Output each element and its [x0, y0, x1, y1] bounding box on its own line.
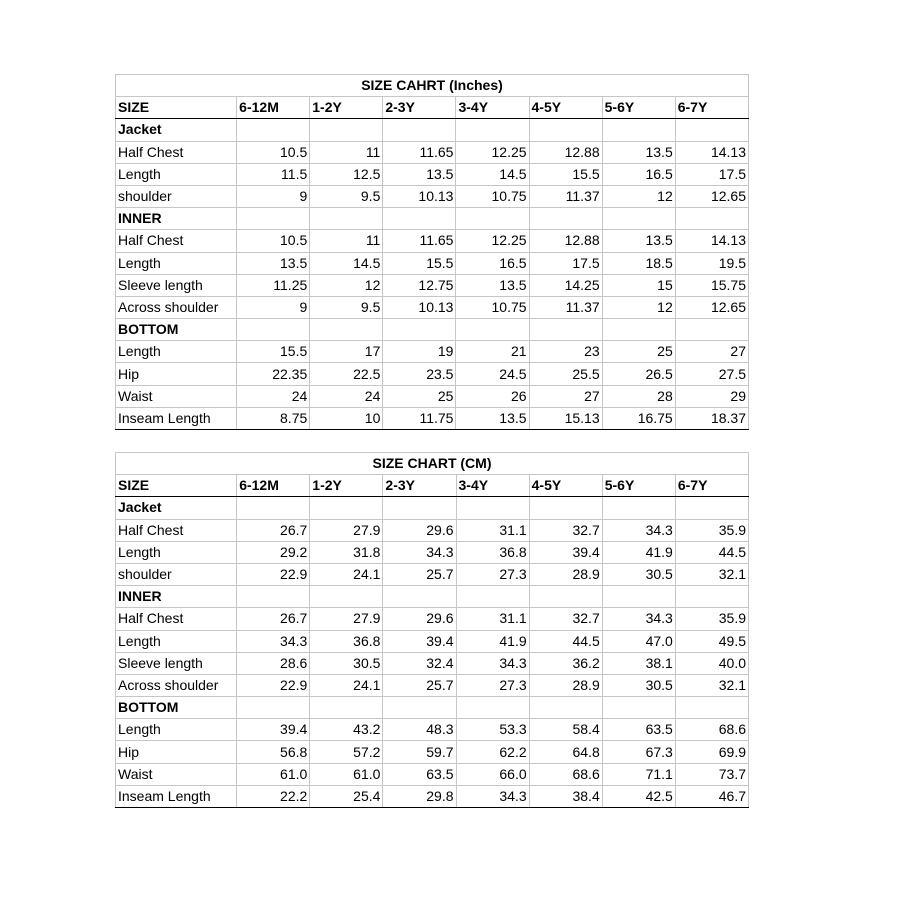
- measurement-value: 57.2: [310, 741, 383, 763]
- measurement-value: 15.5: [383, 252, 456, 274]
- size-column-header: 6-7Y: [675, 97, 748, 119]
- measurement-value: [383, 208, 456, 230]
- section-row: [116, 119, 749, 141]
- measurement-value: 68.6: [529, 763, 602, 785]
- size-column-header: 1-2Y: [310, 475, 383, 497]
- measurement-value: [675, 586, 748, 608]
- measurement-value: 11.65: [383, 230, 456, 252]
- size-header-label: SIZE: [116, 97, 237, 119]
- section-row: [116, 208, 749, 230]
- measurement-value: 14.13: [675, 141, 748, 163]
- measurement-value: 25.7: [383, 674, 456, 696]
- measurement-value: [383, 497, 456, 519]
- measurement-label: shoulder: [116, 185, 237, 207]
- section-label: Jacket: [116, 497, 237, 519]
- measurement-value: [529, 319, 602, 341]
- size-column-header: 4-5Y: [529, 97, 602, 119]
- measurement-value: [237, 208, 310, 230]
- measurement-value: 64.8: [529, 741, 602, 763]
- section-label: Jacket: [116, 119, 237, 141]
- size-column-header: 3-4Y: [456, 475, 529, 497]
- measurement-value: 24.1: [310, 563, 383, 585]
- measurement-value: 44.5: [529, 630, 602, 652]
- measurement-value: 25: [383, 385, 456, 407]
- table-row: [116, 141, 749, 163]
- measurement-value: [310, 586, 383, 608]
- chart-title-row: [116, 75, 749, 97]
- chart-title: SIZE CAHRT (Inches): [116, 75, 749, 97]
- measurement-value: [529, 208, 602, 230]
- measurement-value: 32.7: [529, 608, 602, 630]
- measurement-value: 11.25: [237, 274, 310, 296]
- measurement-value: [456, 586, 529, 608]
- measurement-value: 32.4: [383, 652, 456, 674]
- measurement-value: 18.5: [602, 252, 675, 274]
- section-label: INNER: [116, 208, 237, 230]
- measurement-value: 28.9: [529, 674, 602, 696]
- measurement-value: [675, 208, 748, 230]
- measurement-value: 21: [456, 341, 529, 363]
- measurement-value: 49.5: [675, 630, 748, 652]
- measurement-value: 69.9: [675, 741, 748, 763]
- measurement-value: 38.1: [602, 652, 675, 674]
- measurement-value: 32.1: [675, 674, 748, 696]
- measurement-value: [529, 497, 602, 519]
- measurement-value: 41.9: [456, 630, 529, 652]
- measurement-value: 10.5: [237, 141, 310, 163]
- measurement-value: 40.0: [675, 652, 748, 674]
- measurement-value: 28.9: [529, 563, 602, 585]
- measurement-value: 26.7: [237, 519, 310, 541]
- measurement-value: 28.6: [237, 652, 310, 674]
- measurement-label: Inseam Length: [116, 407, 237, 429]
- size-column-header: 2-3Y: [383, 97, 456, 119]
- measurement-value: 25.5: [529, 363, 602, 385]
- measurement-value: 12.25: [456, 141, 529, 163]
- table-row: [116, 185, 749, 207]
- measurement-value: [310, 497, 383, 519]
- measurement-label: Length: [116, 719, 237, 741]
- size-header-label: SIZE: [116, 475, 237, 497]
- measurement-label: Waist: [116, 763, 237, 785]
- measurement-value: 17.5: [529, 252, 602, 274]
- measurement-value: 10.75: [456, 296, 529, 318]
- measurement-label: Length: [116, 630, 237, 652]
- measurement-value: 27.9: [310, 608, 383, 630]
- measurement-label: shoulder: [116, 563, 237, 585]
- measurement-value: 36.8: [456, 541, 529, 563]
- measurement-value: 11.65: [383, 141, 456, 163]
- measurement-value: [456, 208, 529, 230]
- measurement-value: [675, 697, 748, 719]
- measurement-value: 59.7: [383, 741, 456, 763]
- measurement-value: 27.3: [456, 563, 529, 585]
- measurement-value: 11.37: [529, 185, 602, 207]
- measurement-value: 13.5: [237, 252, 310, 274]
- measurement-value: 11.37: [529, 296, 602, 318]
- measurement-value: [602, 119, 675, 141]
- measurement-value: [310, 697, 383, 719]
- table-row: [116, 274, 749, 296]
- measurement-value: [383, 119, 456, 141]
- measurement-label: Length: [116, 341, 237, 363]
- measurement-value: 15: [602, 274, 675, 296]
- measurement-value: 15.5: [237, 341, 310, 363]
- table-row: [116, 608, 749, 630]
- chart-title-row: [116, 453, 749, 475]
- measurement-value: 27.5: [675, 363, 748, 385]
- measurement-value: 35.9: [675, 608, 748, 630]
- measurement-value: 31.1: [456, 608, 529, 630]
- measurement-value: 41.9: [602, 541, 675, 563]
- measurement-value: 43.2: [310, 719, 383, 741]
- measurement-value: 32.1: [675, 563, 748, 585]
- measurement-value: 25: [602, 341, 675, 363]
- measurement-value: [602, 497, 675, 519]
- measurement-value: 22.9: [237, 563, 310, 585]
- measurement-value: 9.5: [310, 296, 383, 318]
- size-column-header: 6-12M: [237, 475, 310, 497]
- measurement-value: 13.5: [456, 407, 529, 429]
- measurement-value: 73.7: [675, 763, 748, 785]
- measurement-value: [383, 586, 456, 608]
- measurement-value: 62.2: [456, 741, 529, 763]
- measurement-value: [456, 119, 529, 141]
- measurement-value: 36.8: [310, 630, 383, 652]
- measurement-value: 27: [529, 385, 602, 407]
- size-header-row: [116, 475, 749, 497]
- measurement-value: 24.5: [456, 363, 529, 385]
- measurement-value: 34.3: [383, 541, 456, 563]
- size-chart-cm: [115, 452, 749, 808]
- measurement-value: 16.5: [602, 163, 675, 185]
- section-row: [116, 497, 749, 519]
- table-row: [116, 785, 749, 807]
- table-row: [116, 719, 749, 741]
- measurement-value: 12: [602, 296, 675, 318]
- measurement-value: 35.9: [675, 519, 748, 541]
- measurement-value: 22.35: [237, 363, 310, 385]
- measurement-value: [529, 697, 602, 719]
- table-row: [116, 652, 749, 674]
- table-row: [116, 230, 749, 252]
- measurement-value: 15.75: [675, 274, 748, 296]
- measurement-value: 14.13: [675, 230, 748, 252]
- measurement-value: 63.5: [602, 719, 675, 741]
- measurement-label: Inseam Length: [116, 785, 237, 807]
- measurement-value: 17: [310, 341, 383, 363]
- table-row: [116, 519, 749, 541]
- measurement-value: 39.4: [383, 630, 456, 652]
- chart-title: SIZE CHART (CM): [116, 453, 749, 475]
- measurement-value: 13.5: [602, 230, 675, 252]
- measurement-value: 27.3: [456, 674, 529, 696]
- measurement-value: [383, 697, 456, 719]
- measurement-value: 15.13: [529, 407, 602, 429]
- measurement-value: [675, 319, 748, 341]
- measurement-value: 10.75: [456, 185, 529, 207]
- measurement-value: 13.5: [383, 163, 456, 185]
- measurement-value: 22.2: [237, 785, 310, 807]
- measurement-label: Half Chest: [116, 230, 237, 252]
- section-label: BOTTOM: [116, 697, 237, 719]
- table-row: [116, 763, 749, 785]
- measurement-label: Across shoulder: [116, 296, 237, 318]
- measurement-value: [237, 119, 310, 141]
- measurement-value: 38.4: [529, 785, 602, 807]
- measurement-label: Half Chest: [116, 519, 237, 541]
- measurement-value: 12.65: [675, 185, 748, 207]
- measurement-value: 71.1: [602, 763, 675, 785]
- measurement-value: 13.5: [456, 274, 529, 296]
- measurement-label: Length: [116, 163, 237, 185]
- table-row: [116, 252, 749, 274]
- measurement-value: 23: [529, 341, 602, 363]
- measurement-value: 46.7: [675, 785, 748, 807]
- measurement-value: 68.6: [675, 719, 748, 741]
- size-header-row: [116, 97, 749, 119]
- measurement-value: 24: [310, 385, 383, 407]
- measurement-label: Hip: [116, 741, 237, 763]
- size-column-header: 6-7Y: [675, 475, 748, 497]
- measurement-label: Sleeve length: [116, 274, 237, 296]
- measurement-value: 67.3: [602, 741, 675, 763]
- measurement-value: 34.3: [602, 608, 675, 630]
- measurement-value: 29.6: [383, 519, 456, 541]
- table-row: [116, 741, 749, 763]
- measurement-label: Sleeve length: [116, 652, 237, 674]
- measurement-value: [237, 319, 310, 341]
- section-row: [116, 697, 749, 719]
- measurement-value: 30.5: [602, 563, 675, 585]
- measurement-value: 11.75: [383, 407, 456, 429]
- measurement-value: [237, 497, 310, 519]
- measurement-value: 12.88: [529, 230, 602, 252]
- size-column-header: 4-5Y: [529, 475, 602, 497]
- measurement-value: [529, 586, 602, 608]
- measurement-value: [456, 497, 529, 519]
- measurement-value: 30.5: [310, 652, 383, 674]
- table-row: [116, 296, 749, 318]
- table-row: [116, 163, 749, 185]
- measurement-value: [602, 586, 675, 608]
- measurement-value: [602, 208, 675, 230]
- measurement-value: 48.3: [383, 719, 456, 741]
- measurement-value: 12: [310, 274, 383, 296]
- measurement-value: [237, 697, 310, 719]
- measurement-value: [675, 497, 748, 519]
- measurement-value: [602, 697, 675, 719]
- measurement-value: 16.75: [602, 407, 675, 429]
- measurement-label: Across shoulder: [116, 674, 237, 696]
- measurement-value: 14.5: [456, 163, 529, 185]
- size-chart-inches: [115, 74, 749, 430]
- table-row: [116, 563, 749, 585]
- measurement-value: 13.5: [602, 141, 675, 163]
- measurement-value: 56.8: [237, 741, 310, 763]
- measurement-value: 29.2: [237, 541, 310, 563]
- measurement-value: 27: [675, 341, 748, 363]
- measurement-value: 32.7: [529, 519, 602, 541]
- measurement-value: 22.5: [310, 363, 383, 385]
- measurement-value: 26.7: [237, 608, 310, 630]
- size-column-header: 2-3Y: [383, 475, 456, 497]
- measurement-value: 12: [602, 185, 675, 207]
- measurement-value: 61.0: [237, 763, 310, 785]
- measurement-value: 25.7: [383, 563, 456, 585]
- measurement-label: Length: [116, 541, 237, 563]
- measurement-value: 29.6: [383, 608, 456, 630]
- measurement-value: 53.3: [456, 719, 529, 741]
- measurement-value: 58.4: [529, 719, 602, 741]
- measurement-value: 10: [310, 407, 383, 429]
- measurement-label: Half Chest: [116, 608, 237, 630]
- measurement-value: 42.5: [602, 785, 675, 807]
- measurement-value: 31.8: [310, 541, 383, 563]
- section-label: INNER: [116, 586, 237, 608]
- measurement-value: 34.3: [602, 519, 675, 541]
- measurement-value: 17.5: [675, 163, 748, 185]
- measurement-value: 39.4: [529, 541, 602, 563]
- measurement-value: 31.1: [456, 519, 529, 541]
- measurement-value: 11: [310, 230, 383, 252]
- measurement-value: 66.0: [456, 763, 529, 785]
- size-column-header: 6-12M: [237, 97, 310, 119]
- table-row: [116, 341, 749, 363]
- table-row: [116, 407, 749, 429]
- measurement-value: 34.3: [237, 630, 310, 652]
- measurement-value: [456, 697, 529, 719]
- measurement-value: 8.75: [237, 407, 310, 429]
- measurement-value: [383, 319, 456, 341]
- measurement-value: [310, 208, 383, 230]
- table-row: [116, 541, 749, 563]
- measurement-value: 14.5: [310, 252, 383, 274]
- measurement-value: 28: [602, 385, 675, 407]
- section-row: [116, 586, 749, 608]
- measurement-value: 9: [237, 296, 310, 318]
- measurement-value: 10.13: [383, 296, 456, 318]
- measurement-value: 47.0: [602, 630, 675, 652]
- table-row: [116, 630, 749, 652]
- measurement-value: 9.5: [310, 185, 383, 207]
- measurement-value: 15.5: [529, 163, 602, 185]
- table-row: [116, 363, 749, 385]
- table-row: [116, 674, 749, 696]
- measurement-label: Waist: [116, 385, 237, 407]
- measurement-value: 10.13: [383, 185, 456, 207]
- section-row: [116, 319, 749, 341]
- measurement-value: 26.5: [602, 363, 675, 385]
- measurement-value: 30.5: [602, 674, 675, 696]
- size-column-header: 1-2Y: [310, 97, 383, 119]
- measurement-value: 16.5: [456, 252, 529, 274]
- measurement-value: 63.5: [383, 763, 456, 785]
- measurement-value: 19.5: [675, 252, 748, 274]
- measurement-value: 24.1: [310, 674, 383, 696]
- measurement-value: 34.3: [456, 652, 529, 674]
- measurement-value: 12.5: [310, 163, 383, 185]
- measurement-value: 34.3: [456, 785, 529, 807]
- measurement-label: Length: [116, 252, 237, 274]
- measurement-value: [310, 119, 383, 141]
- measurement-label: Half Chest: [116, 141, 237, 163]
- measurement-value: 25.4: [310, 785, 383, 807]
- measurement-value: 12.25: [456, 230, 529, 252]
- measurement-value: 39.4: [237, 719, 310, 741]
- measurement-value: 22.9: [237, 674, 310, 696]
- measurement-value: [310, 319, 383, 341]
- table-row: [116, 385, 749, 407]
- measurement-value: 9: [237, 185, 310, 207]
- measurement-value: 29.8: [383, 785, 456, 807]
- measurement-value: 44.5: [675, 541, 748, 563]
- measurement-value: [456, 319, 529, 341]
- size-column-header: 3-4Y: [456, 97, 529, 119]
- measurement-value: [675, 119, 748, 141]
- measurement-value: 10.5: [237, 230, 310, 252]
- measurement-value: 23.5: [383, 363, 456, 385]
- measurement-value: 26: [456, 385, 529, 407]
- measurement-value: 11: [310, 141, 383, 163]
- size-column-header: 5-6Y: [602, 475, 675, 497]
- measurement-value: 36.2: [529, 652, 602, 674]
- measurement-value: [602, 319, 675, 341]
- measurement-value: 12.75: [383, 274, 456, 296]
- measurement-value: 29: [675, 385, 748, 407]
- size-column-header: 5-6Y: [602, 97, 675, 119]
- measurement-value: 19: [383, 341, 456, 363]
- measurement-value: 12.88: [529, 141, 602, 163]
- measurement-label: Hip: [116, 363, 237, 385]
- measurement-value: [237, 586, 310, 608]
- measurement-value: 61.0: [310, 763, 383, 785]
- measurement-value: 14.25: [529, 274, 602, 296]
- section-label: BOTTOM: [116, 319, 237, 341]
- measurement-value: 27.9: [310, 519, 383, 541]
- measurement-value: 18.37: [675, 407, 748, 429]
- measurement-value: 12.65: [675, 296, 748, 318]
- measurement-value: [529, 119, 602, 141]
- measurement-value: 24: [237, 385, 310, 407]
- measurement-value: 11.5: [237, 163, 310, 185]
